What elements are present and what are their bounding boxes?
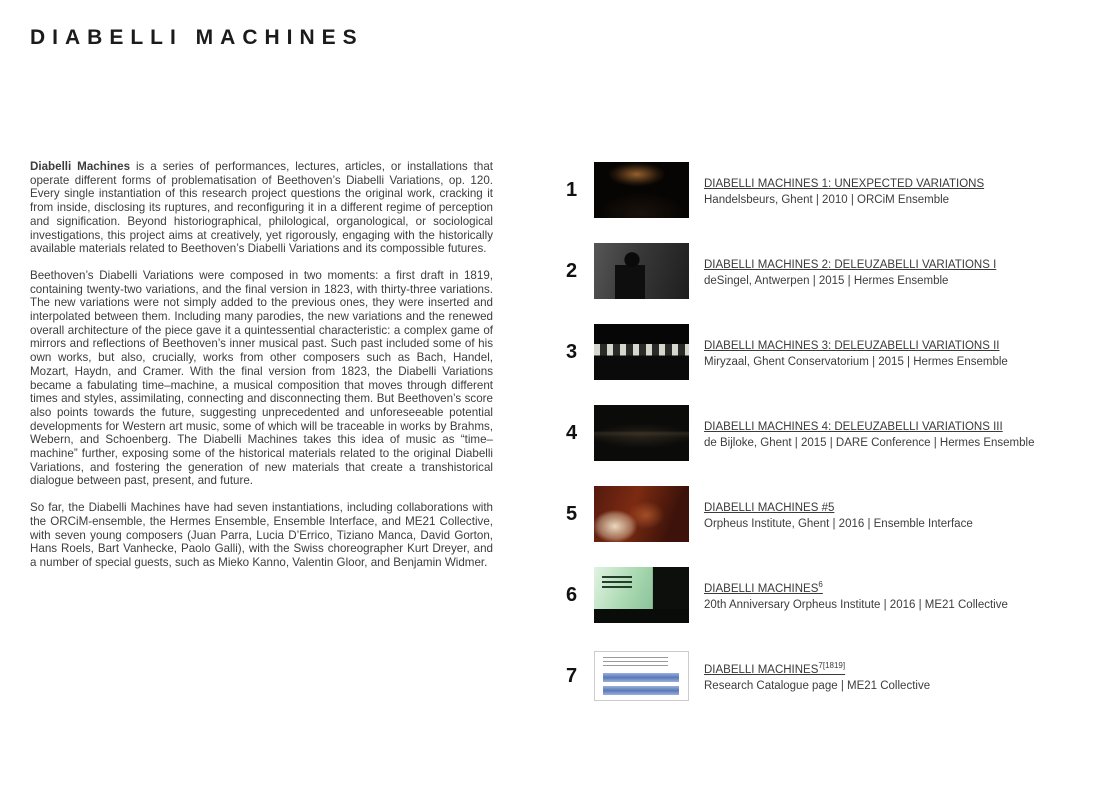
intro-paragraph-1-text: is a series of performances, lectures, articles, or installations that operate different forms of problematisation of Beethoven’s Diabelli Variations, op. 120. Every single instantiation of this research project questions the original work, cracking it from inside, disclosing its ruptures, and reconfiguring it in a different regime of perception and signification. Beyond historiographical, philological, organological, or sociological investigations, this project aims at creatively, yet rigorously, engaging with the historically available materials related to Beethoven’s Diabelli Variations and its compossible futures. (30, 160, 494, 256)
list-item (560, 486, 1080, 542)
item-subtitle: de Bijloke, Ghent | 2015 | DARE Conference | Hermes Ensemble (704, 436, 1035, 449)
item-subtitle: deSingel, Antwerpen | 2015 | Hermes Ensemble (704, 274, 949, 287)
thumbnail-image[interactable] (594, 567, 689, 623)
item-title-text: DIABELLI MACHINES #5 (704, 501, 835, 514)
list-item (560, 648, 1080, 704)
item-title-link[interactable] (704, 173, 984, 191)
item-text (704, 416, 1035, 450)
item-text (704, 497, 973, 531)
list-item (560, 324, 1080, 380)
item-number: 1 (566, 178, 578, 201)
item-text (704, 578, 1008, 612)
item-number: 6 (566, 583, 578, 606)
item-subtitle: Miryzaal, Ghent Conservatorium | 2015 | Hermes Ensemble (704, 355, 1008, 368)
thumbnail-image[interactable] (594, 651, 689, 701)
intro-paragraph-2: Beethoven’s Diabelli Variations were composed in two moments: a first draft in 1819, containing twenty-two variations, and the final version in 1823, with thirty-three variations. The new variations were not simply added to the previous ones, they were inserted and interpolated between them. Including many parodies, the new variations and the renewed overall architecture of the piece gave it a quintessential characteristic: a complex game of mirrors and reflections of Beethoven’s inner musical past. Such past included some of his own works, but also, crucially, works from other composers such as Bach, Handel, Mozart, Haydn, and Cramer. With the final version from 1823, the Diabelli Variations became a fabulating time–machine, a musical composition that moves through different times and styles, assimilating, connecting and disconnecting them. But Beethoven’s score also points towards the future, suggesting unprecedented and unforeseeable potential developments for Western art music, some of which will be traceable in works by Brahms, Webern, and Schoenberg. The Diabelli Machines takes this idea of music as “time–machine” further, exposing some of the historical materials related to the original Diabelli Variations, and fostering the generation of new materials that create a transhistorical dialogue between past, present, and future. (30, 268, 493, 488)
item-subtitle: Handelsbeurs, Ghent | 2010 | ORCiM Ensemble (704, 193, 950, 206)
item-number: 5 (566, 502, 578, 525)
item-title-superscript: 6 (818, 580, 823, 590)
thumbnail-image[interactable] (594, 162, 689, 218)
item-title-link[interactable] (704, 416, 1003, 434)
thumbnail-image[interactable] (594, 405, 689, 461)
intro-lead-bold: Diabelli Machines (30, 160, 131, 173)
intro-paragraph-1 (30, 160, 493, 256)
item-title-text: DIABELLI MACHINES 2: DELEUZABELLI VARIATIONS I (704, 258, 997, 271)
intro-paragraph-3: So far, the Diabelli Machines have had seven instantiations, including collaborations with the ORCiM-ensemble, the Hermes Ensemble, Ensemble Interface, and ME21 Collective, with seven young composers (Juan Parra, Lucia D’Errico, Tiziano Manca, David Gorton, Hans Roels, Bart Vanhecke, Paolo Galli), with the Swiss choreographer Kurt Dreyer, and a number of special guests, such as Mieko Kanno, Valentin Gloor, and Benjamin Widmer. (30, 501, 493, 569)
item-text (704, 335, 1008, 369)
item-number: 3 (566, 340, 578, 363)
item-subtitle: 20th Anniversary Orpheus Institute | 2016 | ME21 Collective (704, 598, 1008, 611)
item-subtitle: Orpheus Institute, Ghent | 2016 | Ensemble Interface (704, 517, 973, 530)
machines-list (560, 162, 1080, 729)
list-item (560, 405, 1080, 461)
page-title: DIABELLI MACHINES (30, 26, 364, 49)
item-number: 7 (566, 664, 578, 687)
item-title-text: DIABELLI MACHINES 3: DELEUZABELLI VARIATIONS II (704, 339, 1000, 352)
item-subtitle: Research Catalogue page | ME21 Collective (704, 679, 931, 692)
item-text (704, 659, 930, 693)
item-title-link[interactable] (704, 254, 996, 272)
item-text (704, 254, 996, 288)
item-title-text: DIABELLI MACHINES 4: DELEUZABELLI VARIATIONS III (704, 420, 1003, 433)
item-title-text: DIABELLI MACHINES (704, 582, 819, 595)
item-number: 2 (566, 259, 578, 282)
list-item (560, 243, 1080, 299)
item-title-text: DIABELLI MACHINES (704, 663, 819, 676)
thumbnail-image[interactable] (594, 486, 689, 542)
thumbnail-image[interactable] (594, 243, 689, 299)
item-text (704, 173, 984, 207)
item-title-link[interactable] (704, 659, 845, 677)
list-item (560, 162, 1080, 218)
list-item (560, 567, 1080, 623)
intro-text (30, 160, 493, 583)
item-title-text: DIABELLI MACHINES 1: UNEXPECTED VARIATIONS (704, 177, 985, 190)
item-number: 4 (566, 421, 578, 444)
item-title-superscript: 7[1819] (818, 661, 846, 671)
item-title-link[interactable] (704, 578, 823, 596)
thumbnail-image[interactable] (594, 324, 689, 380)
item-title-link[interactable] (704, 335, 999, 353)
item-title-link[interactable] (704, 497, 834, 515)
